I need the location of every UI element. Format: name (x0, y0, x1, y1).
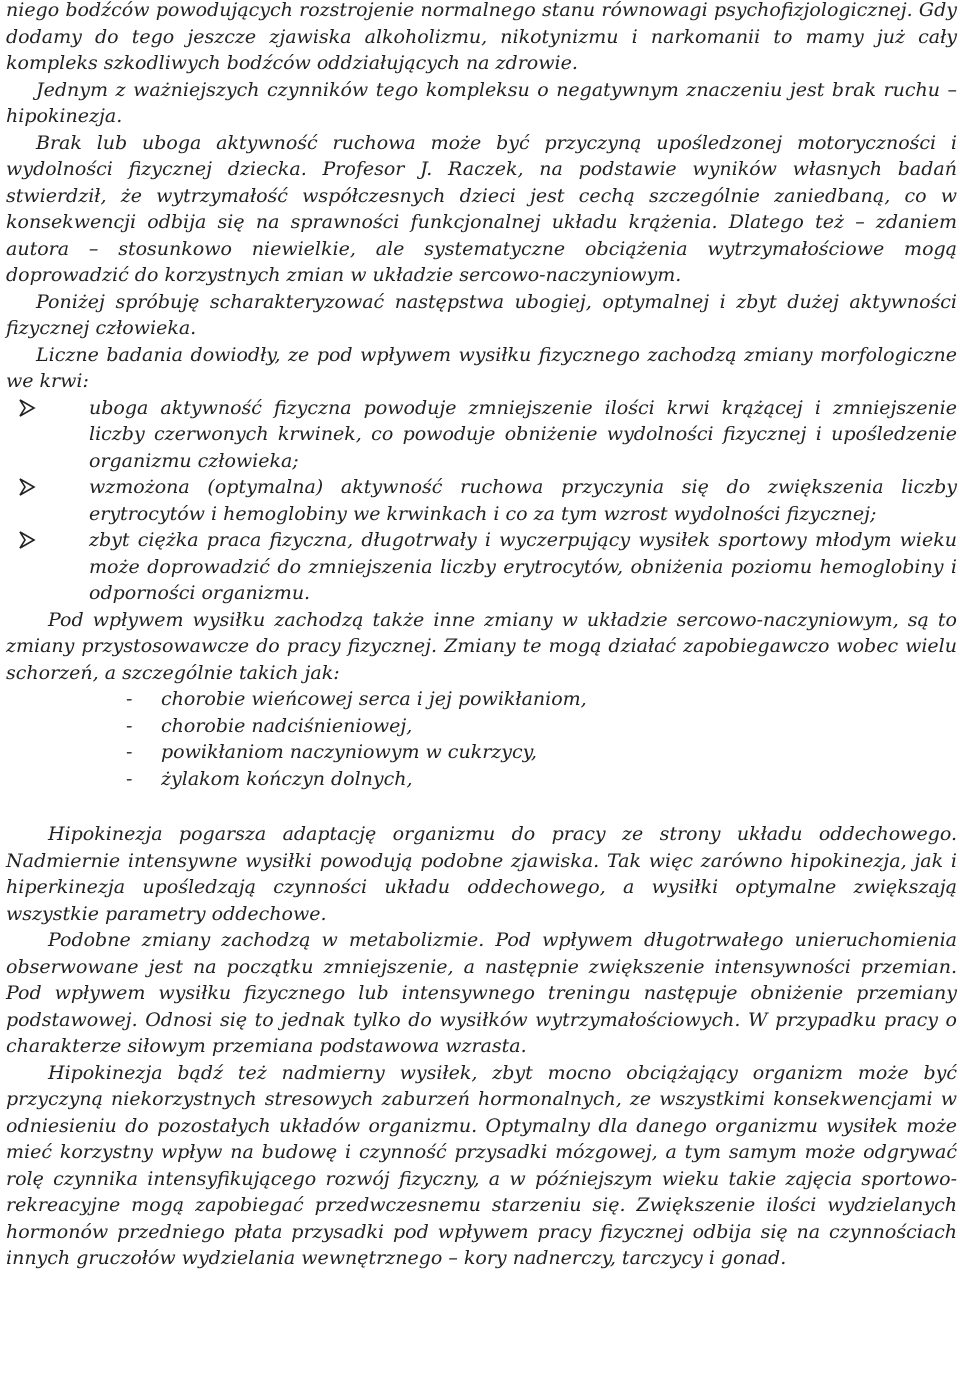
list-item-text: wzmożona (optymalna) aktywność ruchowa przyczynia się do zwiększenia liczby erytrocytów i hemoglobiny we krwinkach i co za tym wzrost wydolności fizycznej; (89, 476, 957, 525)
list-item (6, 474, 957, 527)
list-item-text: powikłaniom naczyniowym w cukrzycy, (161, 741, 537, 763)
paragraph-cardio-changes: Pod wpływem wysiłku zachodzą także inne zmiany w układzie sercowo-naczyniowym, są to zmiany przystosowawcze do pracy fizycznej. Zmiany te mogą działać zapobiegawczo wobec wielu schorzeń, a szczególnie takich jak: (6, 608, 957, 684)
list-item-text: uboga aktywność fizyczna powoduje zmniejszenie ilości krwi krążącej i zmniejszenie liczby czerwonych krwinek, co powoduje obniżenie wydolności fizycznej i upośledzenie organizmu człowieka; (89, 396, 957, 472)
list-item (6, 527, 957, 607)
list-item-text: żylakom kończyn dolnych, (161, 767, 413, 790)
paragraph-hormonal: Hipokinezja bądź też nadmierny wysiłek, zbyt mocno obciążający organizm może być przyczyną niekorzystnych stresowych zaburzeń hormonalnych, ze wszystkimi konsekwencjami w odniesieniu do pozostałych układów organizmu. Optymalny dla danego organizmu wysiłek może mieć korzystny wpływ na budowę i czynność przysadki mózgowej, a tym samym może odgrywać rolę czynnika intensyfikującego rozwój fizyczny, a w późniejszym wieku takie zajęcia sportowo-rekreacyjne mogą zapobiegać przedwczesnemu starzeniu się. Zwiększenie ilości wydzielanych hormonów przedniego płata przysadki pod wpływem pracy fizycznej odbija się na czynnościach innych gruczołów wydzielania wewnętrznego – kory nadnerczy, tarczycy i gonad. (6, 1061, 957, 1269)
arrowhead-bullet-icon (18, 478, 36, 496)
dash-marker: - (126, 741, 133, 763)
paragraph-characterize: Poniżej spróbuję scharakteryzować następstwa ubogiej, optymalnej i zbyt dużej aktywności fizycznej człowieka. (6, 290, 957, 339)
arrowhead-bullet-icon (18, 399, 36, 417)
paragraph-continuation: niego bodźców powodujących rozstrojenie normalnego stanu równowagi psychofizjologicznej. Gdy dodamy do tego jeszcze zjawiska alkoholizmu, nikotynizmu i narkomanii to mamy już cały kompleks szkodliwych bodźców oddziałujących na zdrowie. (6, 0, 957, 74)
dash-marker: - (126, 688, 133, 710)
diseases-list (6, 686, 957, 792)
blood-changes-list (6, 395, 957, 607)
paragraph-raczek-study: Brak lub uboga aktywność ruchowa może być przyczyną upośledzonej motoryczności i wydolności fizycznej dziecka. Profesor J. Raczek, na podstawie wyników własnych badań stwierdził, że wytrzymałość współczesnych dzieci jest cechą szczególnie zaniedbaną, co w konsekwencji odbija się na sprawności funkcjonalnej układu krążenia. Dlatego też – zdaniem autora – stosunkowo niewielkie, ale systematyczne obciążenia wytrzymałościowe mogą doprowadzić do korzystnych zmian w układzie sercowo-naczyniowym. (6, 131, 957, 286)
paragraph-blood-changes: Liczne badania dowiodły, ze pod wpływem wysiłku fizycznego zachodzą zmiany morfologiczne we krwi: (6, 343, 957, 392)
blank-line (6, 792, 957, 821)
list-item (6, 739, 957, 766)
list-item (6, 713, 957, 740)
list-item (6, 766, 957, 793)
list-item-text: chorobie nadciśnieniowej, (161, 714, 413, 737)
dash-marker: - (126, 714, 133, 737)
paragraph-respiratory: Hipokinezja pogarsza adaptację organizmu do pracy ze strony układu oddechowego. Nadmiernie intensywne wysiłki powodują podobne zjawiska. Tak więc zarówno hipokinezja, jak i hiperkinezja upośledzają czynności układu oddechowego, a wysiłki optymalne zwiększają wszystkie parametry oddechowe. (6, 823, 957, 925)
list-item-text: zbyt ciężka praca fizyczna, długotrwały i wyczerpujący wysiłek sportowy młodym wieku może doprowadzić do zmniejszenia liczby erytrocytów, obniżenia poziomu hemoglobiny i odporności organizmu. (89, 529, 957, 604)
arrowhead-bullet-icon (18, 531, 36, 549)
list-item-text: chorobie wieńcowej serca i jej powikłaniom, (161, 688, 587, 710)
paragraph-metabolism: Podobne zmiany zachodzą w metabolizmie. Pod wpływem długotrwałego unieruchomienia obserwowane jest na początku zmniejszenie, a następnie zwiększenie intensywności przemian. Pod wpływem wysiłku fizycznego lub intensywnego treningu następuje obniżenie przemiany podstawowej. Odnosi się to jednak tylko do wysiłków wytrzymałościowych. W przypadku pracy o charakterze siłowym przemiana podstawowa wzrasta. (6, 929, 957, 1057)
list-item (6, 395, 957, 475)
dash-marker: - (126, 767, 133, 790)
paragraph-hipokinezja-intro: Jednym z ważniejszych czynników tego kompleksu o negatywnym znaczeniu jest brak ruchu – hipokinezja. (6, 78, 957, 127)
list-item (6, 686, 957, 713)
